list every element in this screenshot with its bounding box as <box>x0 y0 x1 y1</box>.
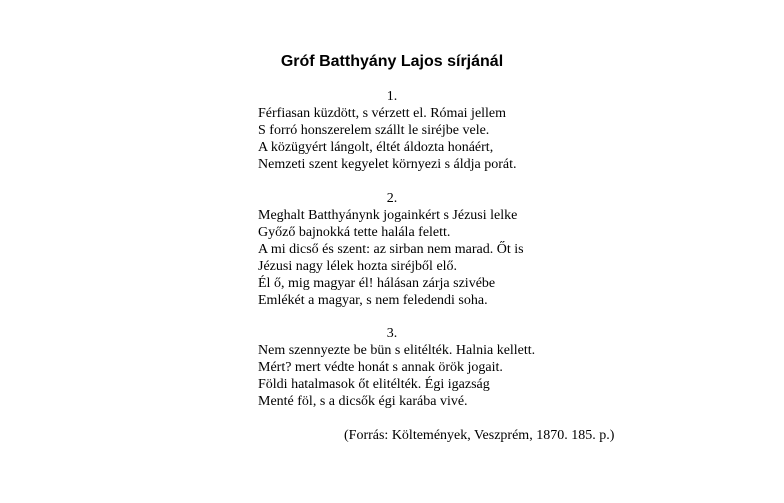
stanza-2 <box>258 190 658 309</box>
verse-line: Meghalt Batthyánynk jogainkért s Jézusi lelke <box>258 208 518 223</box>
verse-line: Földi hatalmasok őt elitélték. Égi igazság <box>258 377 490 392</box>
verse-line: Férfiasan küzdött, s vérzett el. Római jellem <box>258 106 507 121</box>
verse-line: Jézusi nagy lélek hozta siréjből elő. <box>258 259 458 274</box>
verse-line: Emlékét a magyar, s nem feledendi soha. <box>258 293 488 308</box>
verse-line: S forró honszerelem szállt le siréjbe vele. <box>258 123 490 138</box>
stanza-number: 1. <box>386 89 398 104</box>
verse-line: Nemzeti szent kegyelet környezi s áldja porát. <box>258 157 517 172</box>
verse-line: Győző bajnokká tette halála felett. <box>258 225 451 240</box>
verse-line: Él ő, mig magyar él! hálásan zárja szivébe <box>258 276 496 291</box>
source-citation: (Forrás: Költemények, Veszprém, 1870. 185. p.) <box>344 428 615 443</box>
stanza-number: 2. <box>386 191 398 206</box>
verse-line: Mért? mert védte honát s annak örök jogait. <box>258 360 503 375</box>
stanza-number: 3. <box>386 326 398 341</box>
verse-line: Menté föl, s a dicsők égi karába vivé. <box>258 394 468 409</box>
verse-line: Nem szennyezte be bün s elitélték. Halnia kellett. <box>258 343 536 358</box>
poem-title: Gróf Batthyány Lajos sírjánál <box>280 53 504 70</box>
stanza-3 <box>258 325 658 410</box>
verse-line: A mi dicső és szent: az sirban nem marad. Őt is <box>258 242 524 257</box>
verse-line: A közügyért lángolt, éltét áldozta honáért, <box>258 140 494 155</box>
stanza-1 <box>258 88 658 173</box>
